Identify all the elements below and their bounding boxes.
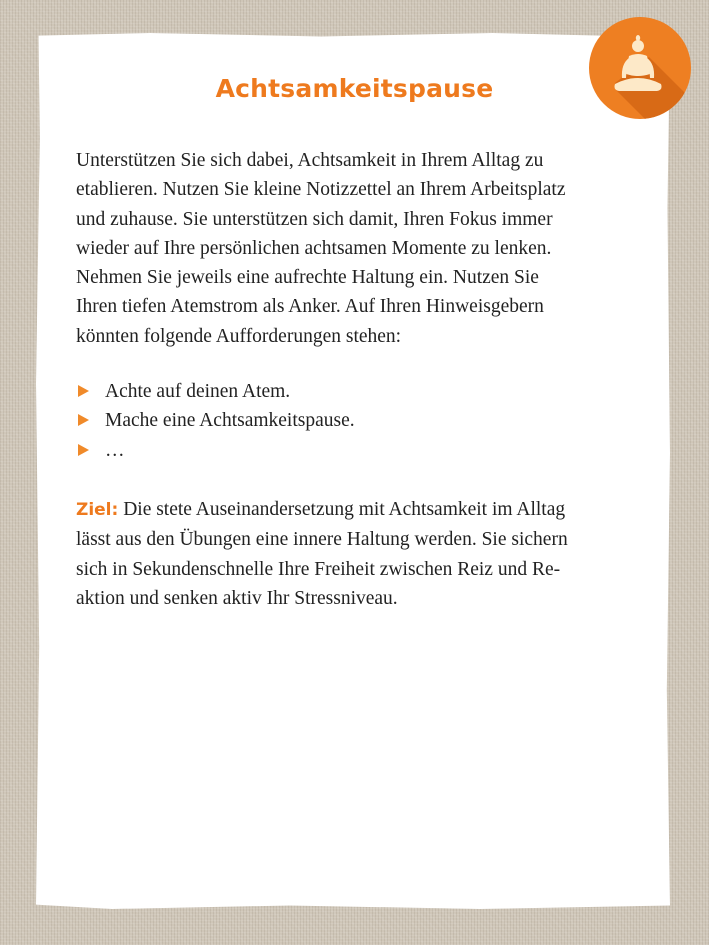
list-item — [76, 377, 634, 406]
triangle-bullet-icon — [78, 414, 89, 426]
goal-line: Die stete Auseinandersetzung mit Achtsamkeit im Alltag — [118, 499, 566, 520]
intro-line: und zuhause. Sie unterstützen sich damit, Ihren Fokus immer — [76, 208, 553, 230]
list-item-text: Mache eine Achtsamkeitspause. — [105, 410, 355, 432]
list-item — [76, 406, 634, 435]
intro-line: wieder auf Ihre persönlichen achtsamen Momente zu lenken. — [76, 237, 552, 259]
list-item-text: Achte auf deinen Atem. — [105, 381, 291, 402]
intro-line: Ihren tiefen Atemstrom als Anker. Auf Ihren Hinweisgebern — [76, 296, 544, 318]
intro-paragraph — [76, 146, 634, 351]
intro-line: Unterstützen Sie sich dabei, Achtsamkeit in Ihrem Alltag zu — [76, 150, 544, 171]
list-item-text: … — [105, 439, 125, 461]
meditation-badge — [589, 17, 691, 119]
goal-line: sich in Sekundenschnelle Ihre Freiheit zwischen Reiz und Re- — [76, 558, 561, 580]
list-item — [76, 436, 634, 465]
goal-line: lässt aus den Übungen eine innere Haltung werden. Sie sichern — [76, 529, 568, 551]
goal-paragraph — [76, 495, 634, 613]
page-title: Achtsamkeitspause — [215, 74, 494, 103]
intro-line: könnten folgende Aufforderungen stehen: — [76, 325, 402, 347]
goal-line: aktion und senken aktiv Ihr Stressniveau. — [76, 587, 398, 609]
triangle-bullet-icon — [78, 385, 89, 397]
intro-line: etablieren. Nutzen Sie kleine Notizzettel an Ihrem Arbeitsplatz — [76, 179, 566, 201]
intro-line: Nehmen Sie jeweils eine aufrechte Haltung ein. Nutzen Sie — [76, 267, 539, 289]
goal-label: Ziel: — [76, 500, 119, 520]
triangle-bullet-icon — [78, 444, 89, 456]
prompt-list — [76, 377, 634, 465]
